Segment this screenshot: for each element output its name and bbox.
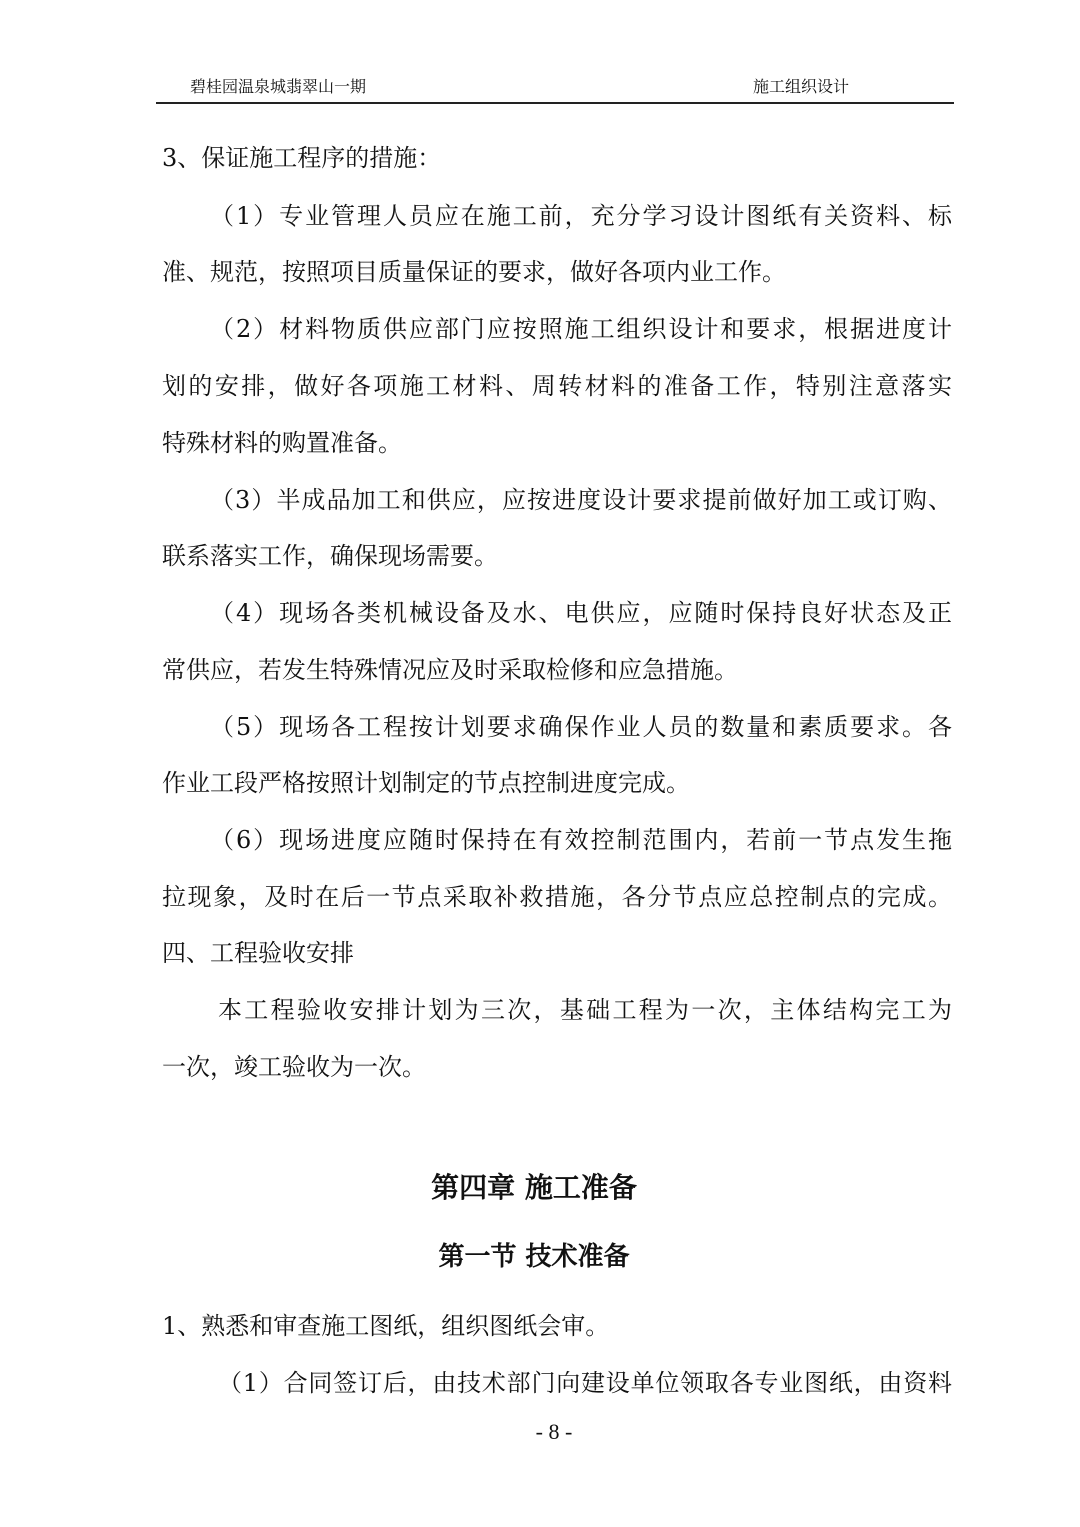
text-line: 常供应，若发生特殊情况应及时采取检修和应急措施。: [162, 656, 738, 684]
text-line: （5）现场各工程按计划要求确保作业人员的数量和素质要求。各: [210, 713, 952, 741]
text-line: （3）半成品加工和供应，应按进度设计要求提前做好加工或订购、: [210, 486, 952, 514]
text-line: （1）专业管理人员应在施工前，充分学习设计图纸有关资料、标: [210, 202, 952, 230]
text-line: 作业工段严格按照计划制定的节点控制进度完成。: [162, 769, 690, 797]
text-line: （1）合同签订后，由技术部门向建设单位领取各专业图纸，由资料: [218, 1369, 952, 1397]
page-header-right: 施工组织设计: [753, 77, 850, 96]
text-line: 划的安排，做好各项施工材料、周转材料的准备工作，特别注意落实: [162, 372, 952, 400]
text-line: 本工程验收安排计划为三次，基础工程为一次，主体结构完工为: [218, 996, 952, 1024]
chapter-title: 第四章 施工准备: [431, 1171, 637, 1204]
text-line: （2）材料物质供应部门应按照施工组织设计和要求，根据进度计: [210, 315, 952, 343]
text-line: 3、保证施工程序的措施：: [162, 144, 442, 172]
text-line: （6）现场进度应随时保持在有效控制范围内，若前一节点发生拖: [210, 826, 952, 854]
text-line: 1、熟悉和审查施工图纸，组织图纸会审。: [162, 1312, 610, 1340]
section-title: 第一节 技术准备: [438, 1242, 630, 1272]
text-line: 准、规范，按照项目质量保证的要求，做好各项内业工作。: [162, 258, 786, 286]
header-divider: [156, 102, 954, 104]
text-line: 四、工程验收安排: [162, 939, 354, 967]
text-line: 一次，竣工验收为一次。: [162, 1053, 426, 1081]
text-line: 拉现象，及时在后一节点采取补救措施，各分节点应总控制点的完成。: [162, 883, 952, 911]
text-line: （4）现场各类机械设备及水、电供应，应随时保持良好状态及正: [210, 599, 952, 627]
text-line: 特殊材料的购置准备。: [162, 429, 402, 457]
page-header-left: 碧桂园温泉城翡翠山一期: [190, 77, 367, 96]
text-line: 联系落实工作，确保现场需要。: [162, 542, 498, 570]
page-number: - 8 -: [535, 1419, 573, 1444]
